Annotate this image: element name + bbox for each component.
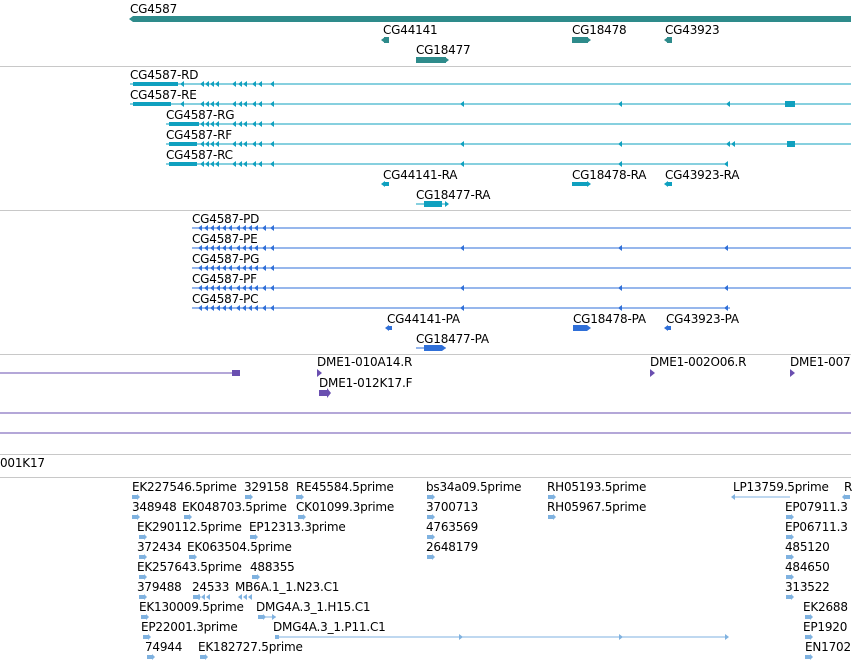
strand-arrow-icon xyxy=(243,141,247,147)
est-label[interactable]: 4763569 xyxy=(426,520,479,534)
est-label[interactable]: EK048703.5prime xyxy=(182,500,287,514)
strand-arrow-icon xyxy=(618,141,622,147)
est-label[interactable]: 348948 xyxy=(132,500,177,514)
strand-arrow-icon xyxy=(243,121,247,127)
est-block xyxy=(548,495,553,499)
strand-arrow-icon xyxy=(445,57,449,63)
clone-block xyxy=(319,390,327,396)
transcript-label[interactable]: CG4587-RG xyxy=(166,108,235,122)
transcript-label[interactable]: CG4587-RF xyxy=(166,128,232,142)
track-separator xyxy=(0,66,851,67)
est-block xyxy=(132,515,137,519)
est-label[interactable]: 329158 xyxy=(244,480,289,494)
strand-arrow-icon xyxy=(725,634,729,640)
strand-arrow-icon xyxy=(258,161,262,167)
protein-label[interactable]: CG4587-PF xyxy=(192,272,257,286)
est-block xyxy=(786,595,791,599)
est-label[interactable]: 3700713 xyxy=(426,500,479,514)
est-label[interactable]: 74944 xyxy=(145,640,183,654)
est-block xyxy=(139,555,144,559)
gene-label[interactable]: CG18478 xyxy=(572,23,627,37)
est-label[interactable]: LP13759.5prime xyxy=(733,480,829,494)
scaffold-label: 001K17 xyxy=(0,456,45,470)
strand-arrow-icon xyxy=(205,101,209,107)
est-label[interactable]: 24533 xyxy=(192,580,230,594)
est-arrow-icon xyxy=(432,554,435,560)
strand-arrow-icon xyxy=(459,634,463,640)
protein-label[interactable]: CG43923-PA xyxy=(666,312,739,326)
exon-block xyxy=(133,82,178,86)
est-label[interactable]: EK227546.5prime xyxy=(132,480,237,494)
clone-label[interactable]: DME1-012K17.F xyxy=(319,376,413,390)
clone-arrow-icon xyxy=(790,369,795,377)
est-label[interactable]: 485120 xyxy=(785,540,830,554)
est-label[interactable]: EK130009.5prime xyxy=(139,600,244,614)
exon-block xyxy=(572,37,588,43)
est-label[interactable]: DMG4A.3_1.H15.C1 xyxy=(256,600,371,614)
est-block xyxy=(250,535,255,539)
transcript-label[interactable]: CG4587-RD xyxy=(130,68,199,82)
strand-arrow-icon xyxy=(200,81,204,87)
est-block xyxy=(786,535,791,539)
strand-arrow-icon xyxy=(460,285,464,291)
strand-arrow-icon xyxy=(262,285,266,291)
strand-arrow-icon xyxy=(243,101,247,107)
strand-arrow-icon xyxy=(252,101,256,107)
exon-block xyxy=(169,162,197,166)
est-arrow-icon xyxy=(152,654,155,660)
est-label[interactable]: EK063504.5prime xyxy=(187,540,292,554)
clone-label[interactable]: DME1-002O06.R xyxy=(650,355,747,369)
est-block xyxy=(427,555,432,559)
est-arrow-icon xyxy=(810,654,813,660)
exon-block xyxy=(169,122,199,126)
exon-block xyxy=(785,101,795,107)
strand-arrow-icon xyxy=(252,161,256,167)
protein-label[interactable]: CG4587-PG xyxy=(192,252,260,266)
est-arrow-icon xyxy=(553,514,556,520)
strand-arrow-icon xyxy=(210,101,214,107)
est-label[interactable]: 488355 xyxy=(250,560,295,574)
est-block xyxy=(275,635,279,639)
strand-arrow-icon xyxy=(731,141,735,147)
exon-block xyxy=(388,326,392,330)
strand-arrow-icon xyxy=(460,141,464,147)
est-block xyxy=(296,495,301,499)
est-block xyxy=(139,575,144,579)
transcript-label[interactable]: CG44141-RA xyxy=(383,168,458,182)
gene-label[interactable]: CG18477 xyxy=(416,43,471,57)
strand-arrow-icon xyxy=(731,494,735,500)
est-arrow-icon xyxy=(205,654,208,660)
strand-arrow-icon xyxy=(215,81,219,87)
est-label[interactable]: 379488 xyxy=(137,580,182,594)
track-separator xyxy=(0,210,851,211)
est-label[interactable]: RE45584.5prime xyxy=(296,480,394,494)
strand-arrow-icon xyxy=(726,101,730,107)
strand-arrow-icon xyxy=(270,285,274,291)
est-block xyxy=(427,535,432,539)
strand-arrow-icon xyxy=(618,285,622,291)
gene-label[interactable]: CG43923 xyxy=(665,23,720,37)
strand-arrow-icon xyxy=(270,225,274,231)
exon-block xyxy=(667,37,672,43)
est-block xyxy=(184,515,189,519)
strand-arrow-icon xyxy=(210,81,214,87)
est-block xyxy=(200,655,205,659)
est-block xyxy=(252,575,257,579)
est-label[interactable]: R xyxy=(844,480,852,494)
est-block xyxy=(427,495,432,499)
gene-label[interactable]: CG4587 xyxy=(130,2,178,16)
strand-arrow-icon xyxy=(200,101,204,107)
strand-arrow-icon xyxy=(724,245,728,251)
est-block xyxy=(143,635,148,639)
protein-label[interactable]: CG4587-PE xyxy=(192,232,258,246)
exon-block xyxy=(787,141,795,147)
est-block xyxy=(845,495,850,499)
est-block xyxy=(786,515,791,519)
est-block xyxy=(139,595,144,599)
exon-block xyxy=(384,182,389,186)
est-label[interactable]: 2648179 xyxy=(426,540,479,554)
strand-arrow-icon xyxy=(270,265,274,271)
transcript-label[interactable]: CG18478-RA xyxy=(572,168,647,182)
transcript-label[interactable]: CG4587-RE xyxy=(130,88,197,102)
est-label[interactable]: EP12313.3prime xyxy=(249,520,346,534)
exon-block xyxy=(384,37,389,43)
est-label[interactable]: 313522 xyxy=(785,580,830,594)
strand-arrow-icon xyxy=(270,101,274,107)
strand-arrow-icon xyxy=(270,245,274,251)
est-block xyxy=(139,535,144,539)
est-label[interactable]: CK01099.3prime xyxy=(296,500,395,514)
strand-arrow-icon xyxy=(129,16,133,22)
est-label[interactable]: EK257643.5prime xyxy=(137,560,242,574)
est-label[interactable]: RH05193.5prime xyxy=(547,480,647,494)
est-label[interactable]: EP1920 xyxy=(803,620,848,634)
est-block xyxy=(805,655,810,659)
strand-arrow-icon xyxy=(270,121,274,127)
est-block xyxy=(147,655,152,659)
track-separator xyxy=(0,477,851,478)
est-label[interactable]: EP07911.3 xyxy=(785,500,848,514)
transcript-label[interactable]: CG4587-RC xyxy=(166,148,233,162)
protein-label[interactable]: CG44141-PA xyxy=(387,312,460,326)
track-separator xyxy=(0,454,851,455)
gene-label[interactable]: CG44141 xyxy=(383,23,438,37)
est-arrow-icon xyxy=(791,594,794,600)
strand-arrow-icon xyxy=(238,81,242,87)
strand-arrow-icon xyxy=(460,101,464,107)
strand-arrow-icon xyxy=(460,245,464,251)
strand-arrow-icon xyxy=(252,141,256,147)
track-separator xyxy=(0,354,851,355)
strand-arrow-icon xyxy=(258,141,262,147)
strand-arrow-icon xyxy=(238,161,242,167)
est-label[interactable]: bs34a09.5prime xyxy=(426,480,522,494)
est-label[interactable]: EP06711.3 xyxy=(785,520,848,534)
exon-block xyxy=(667,326,671,330)
exon-block xyxy=(416,57,446,63)
est-block xyxy=(786,575,791,579)
strand-arrow-icon xyxy=(243,161,247,167)
est-block xyxy=(427,515,432,519)
strand-arrow-icon xyxy=(724,285,728,291)
clone-label[interactable]: DME1-007 xyxy=(790,355,851,369)
strand-arrow-icon xyxy=(270,81,274,87)
strand-arrow-icon xyxy=(618,305,622,311)
clone-block xyxy=(232,370,240,376)
est-block xyxy=(298,515,303,519)
strand-arrow-icon xyxy=(460,161,464,167)
strand-arrow-icon xyxy=(726,141,730,147)
est-block xyxy=(132,495,137,499)
strand-arrow-icon xyxy=(619,634,623,640)
est-block xyxy=(786,555,791,559)
strand-arrow-icon xyxy=(262,225,266,231)
exon-block xyxy=(572,182,587,186)
est-block xyxy=(548,515,553,519)
strand-arrow-icon xyxy=(232,81,236,87)
strand-arrow-icon xyxy=(270,161,274,167)
strand-arrow-icon xyxy=(262,245,266,251)
strand-arrow-icon xyxy=(460,305,464,311)
strand-arrow-icon xyxy=(238,121,242,127)
protein-label[interactable]: CG4587-PD xyxy=(192,212,260,226)
strand-arrow-icon xyxy=(587,37,591,43)
strand-arrow-icon xyxy=(252,121,256,127)
strand-arrow-icon xyxy=(248,594,252,600)
est-block xyxy=(245,495,250,499)
clone-label[interactable]: DME1-010A14.R xyxy=(317,355,413,369)
est-label[interactable]: RH05967.5prime xyxy=(547,500,647,514)
transcript-label[interactable]: CG18477-RA xyxy=(416,188,491,202)
est-label[interactable]: EK182727.5prime xyxy=(198,640,303,654)
strand-arrow-icon xyxy=(258,121,262,127)
est-block xyxy=(141,615,146,619)
clone-arrow-icon xyxy=(650,369,655,377)
strand-arrow-icon xyxy=(243,81,247,87)
est-label[interactable]: DMG4A.3_1.P11.C1 xyxy=(273,620,386,634)
strand-arrow-icon xyxy=(618,101,622,107)
strand-arrow-icon xyxy=(270,305,274,311)
strand-arrow-icon xyxy=(258,81,262,87)
strand-arrow-icon xyxy=(232,101,236,107)
protein-label[interactable]: CG18478-PA xyxy=(573,312,646,326)
est-label[interactable]: EN1702 xyxy=(805,640,851,654)
transcript-label[interactable]: CG43923-RA xyxy=(665,168,740,182)
strand-arrow-icon xyxy=(618,245,622,251)
est-label[interactable]: EK2688 xyxy=(803,600,848,614)
est-block xyxy=(189,555,194,559)
est-label[interactable]: 484650 xyxy=(785,560,830,574)
est-block xyxy=(805,635,810,639)
strand-arrow-icon xyxy=(205,81,209,87)
strand-arrow-icon xyxy=(724,305,728,311)
est-label[interactable]: 372434 xyxy=(137,540,182,554)
strand-arrow-icon xyxy=(262,265,266,271)
strand-arrow-icon xyxy=(724,161,728,167)
exon-block xyxy=(133,102,171,106)
strand-arrow-icon xyxy=(232,141,236,147)
strand-arrow-icon xyxy=(238,101,242,107)
protein-label[interactable]: CG4587-PC xyxy=(192,292,259,306)
est-label[interactable]: EK290112.5prime xyxy=(137,520,242,534)
strand-arrow-icon xyxy=(270,141,274,147)
strand-arrow-icon xyxy=(252,81,256,87)
strand-arrow-icon xyxy=(262,305,266,311)
est-block xyxy=(805,615,810,619)
strand-arrow-icon xyxy=(215,101,219,107)
protein-label[interactable]: CG18477-PA xyxy=(416,332,489,346)
strand-arrow-icon xyxy=(258,101,262,107)
est-label[interactable]: MB6A.1_1.N23.C1 xyxy=(235,580,340,594)
exon-block xyxy=(169,142,197,146)
est-label[interactable]: EP22001.3prime xyxy=(141,620,238,634)
gene-glyph xyxy=(133,16,851,22)
exon-block xyxy=(667,182,672,186)
strand-arrow-icon xyxy=(238,141,242,147)
strand-arrow-icon xyxy=(618,161,622,167)
